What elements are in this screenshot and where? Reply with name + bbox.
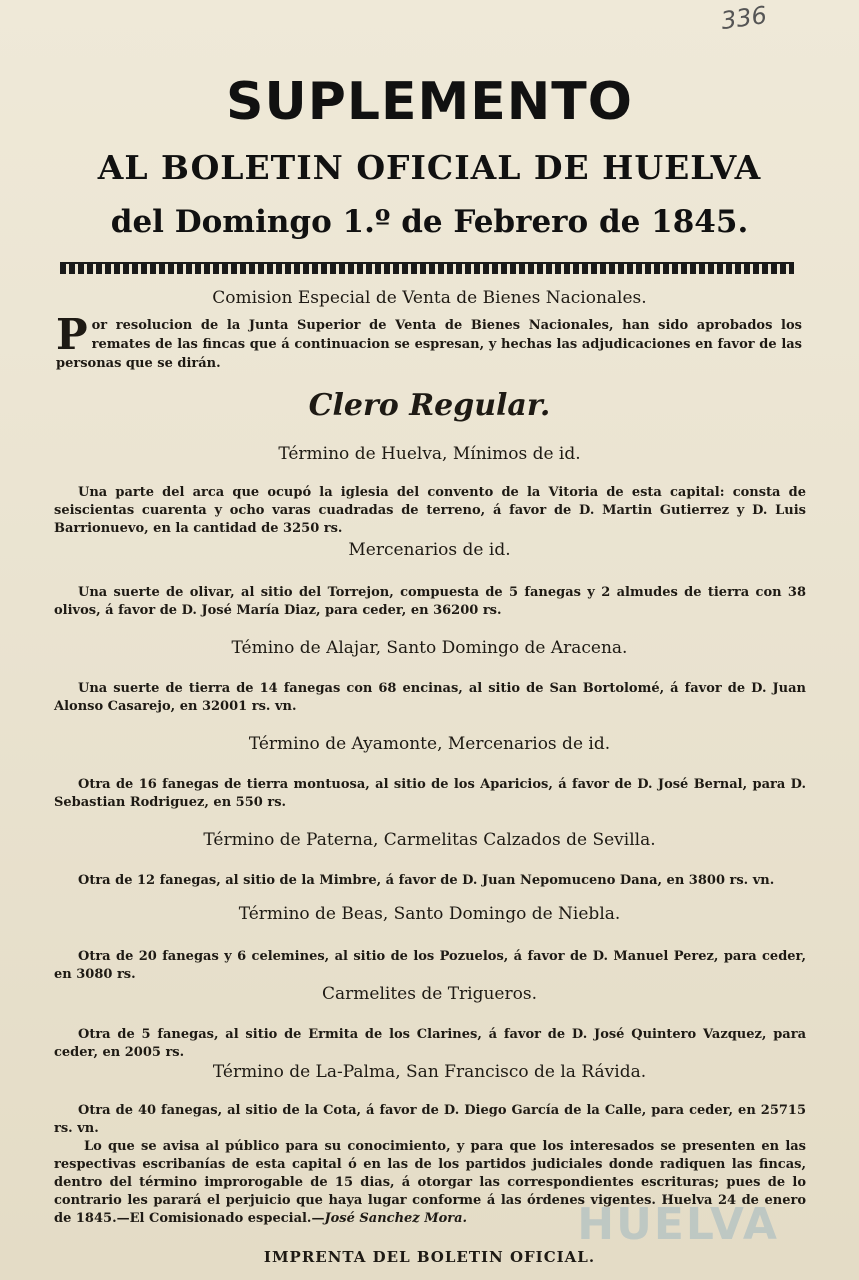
- intro-paragraph: [56, 310, 802, 373]
- drop-cap: P: [56, 310, 88, 359]
- entry-text: Otra de 12 fanegas, al sitio de la Mimbre, á favor de D. Juan Nepomuceno Dana, en 3800 rs. vn.: [78, 873, 775, 888]
- printer-imprint: IMPRENTA DEL BOLETIN OFICIAL.: [263, 1248, 596, 1266]
- entry-heading: Carmelites de Trigueros.: [322, 984, 537, 1004]
- ornamental-rule: [60, 262, 794, 274]
- closing-text: Lo que se avisa al público para su conocimiento, y para que los interesados se presenten en las respectivas escribanías de esta capital ó en las de los partidos judiciales donde radiquen las fincas, dentro del término improrogable de 15 dias, á otorgar las correspondientes escrituras; pues de lo contrario les parará el perjuicio que haya lugar conforme á las órdenes vigentes. Huelva 24 de enero de 1845.—El Comisionado especial.—: [54, 1139, 806, 1226]
- entry-heading: Término de La-Palma, San Francisco de la Rávida.: [212, 1062, 647, 1082]
- document-date-line: del Domingo 1.º de Febrero de 1845.: [110, 204, 749, 240]
- entry-heading: Término de Huelva, Mínimos de id.: [278, 444, 581, 464]
- entry-text: Otra de 40 fanegas, al sitio de la Cota, á favor de D. Diego García de la Calle, para ceder, en 25715 rs. vn.: [54, 1103, 806, 1136]
- library-watermark: HUELVA: [577, 1199, 779, 1250]
- document-subtitle: AL BOLETIN OFICIAL DE HUELVA: [97, 148, 762, 187]
- entry-heading: Témino de Alajar, Santo Domingo de Aracena.: [231, 638, 628, 658]
- entry-text: Otra de 5 fanegas, al sitio de Ermita de los Clarines, á favor de D. José Quintero Vazquez, para ceder, en 2005 rs.: [54, 1027, 806, 1060]
- entry-text: Una suerte de olivar, al sitio del Torrejon, compuesta de 5 fanegas y 2 almudes de tierra con 38 olivos, á favor de D. José María Diaz, para ceder, en 36200 rs.: [54, 585, 806, 618]
- entry-text: Otra de 16 fanegas de tierra montuosa, al sitio de los Aparicios, á favor de D. José Bernal, para D. Sebastian Rodriguez, en 550 rs.: [54, 777, 806, 810]
- entry-text: Una parte del arca que ocupó la iglesia del convento de la Vitoria de esta capital: consta de seiscientas cuarenta y ocho varas cuadradas de terreno, á favor de D. Martin Gutierrez y D. Luis Barrionuevo, en la cantidad de 3250 rs.: [54, 485, 806, 536]
- entry-text: Otra de 20 fanegas y 6 celemines, al sitio de los Pozuelos, á favor de D. Manuel Perez, para ceder, en 3080 rs.: [54, 949, 806, 982]
- entry-text: Una suerte de tierra de 14 fanegas con 68 encinas, al sitio de San Bortolomé, á favor de D. Juan Alonso Casarejo, en 32001 rs. vn.: [54, 681, 806, 714]
- entry-heading: Mercenarios de id.: [348, 540, 511, 560]
- entry-heading: Término de Ayamonte, Mercenarios de id.: [248, 734, 611, 754]
- document-title: SUPLEMENTO: [226, 72, 633, 132]
- intro-text: or resolucion de la Junta Superior de Venta de Bienes Nacionales, han sido aprobados los remates de las fincas que á continuacion se espresan, y hechas las adjudicaciones en favor de las personas que se dirán.: [56, 318, 802, 371]
- entry-heading: Término de Beas, Santo Domingo de Niebla.: [238, 904, 621, 924]
- folio-number: 336: [719, 0, 769, 36]
- signer-name: José Sanchez Mora.: [324, 1211, 468, 1226]
- section-title: Clero Regular.: [308, 388, 551, 423]
- commission-heading: Comision Especial de Venta de Bienes Nacionales.: [212, 288, 647, 308]
- entry-heading: Término de Paterna, Carmelitas Calzados de Sevilla.: [203, 830, 656, 850]
